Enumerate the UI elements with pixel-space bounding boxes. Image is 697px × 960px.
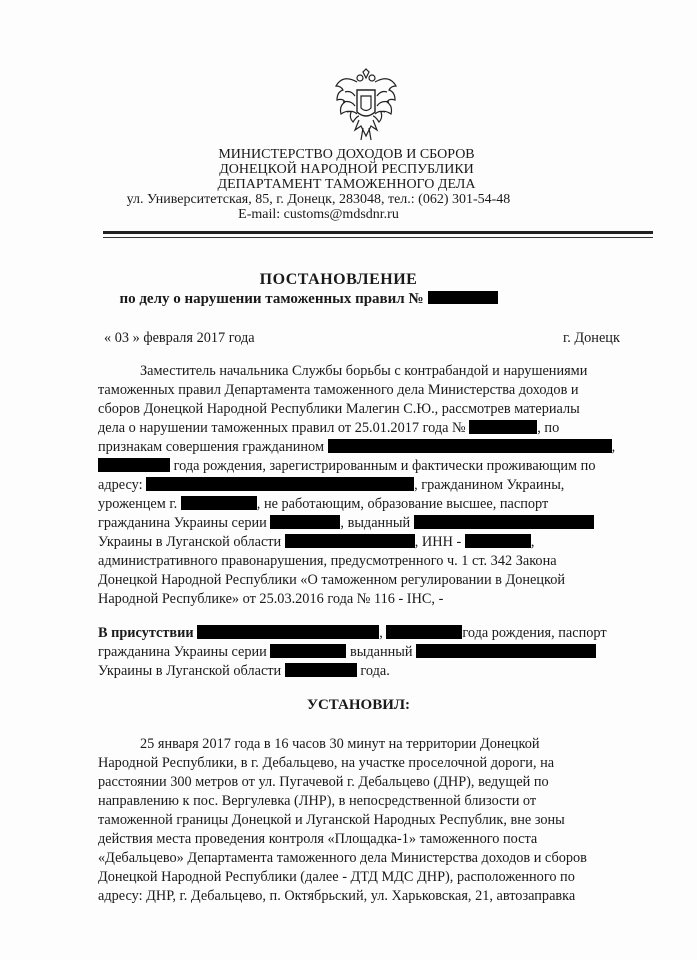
redaction-box <box>465 534 531 548</box>
ministry-name-line1: МИНИСТЕРСТВО ДОХОДОВ И СБОРОВ <box>218 147 475 162</box>
document-title: ПОСТАНОВЛЕНИЕ <box>259 271 418 288</box>
redaction-box <box>285 534 415 548</box>
document-date: « 03 » февраля 2017 года <box>104 330 255 346</box>
redaction-box <box>146 477 414 491</box>
p3-line6: действия места проведения контроля «Площадка-1» таможенного поста <box>98 831 538 847</box>
p1-line5: признакам совершения гражданином , <box>98 439 616 455</box>
redaction-box <box>428 291 498 304</box>
p1-line3: сборов Донецкой Народной Республики Малегин С.Ю., рассмотрев материалы <box>98 401 580 417</box>
p1-line6: года рождения, зарегистрированным и фактически проживающим по <box>98 458 595 475</box>
p3-line2: Народной Республики, в г. Дебальцево, на участке проселочной дороги, на <box>98 755 555 771</box>
p1-line11: административного правонарушения, предусмотренного ч. 1 ст. 342 Закона <box>98 553 557 569</box>
redaction-box <box>414 515 594 529</box>
redaction-box <box>416 644 596 658</box>
p2-line3: Украины в Луганской области года. <box>98 663 390 679</box>
ministry-name-line2: ДОНЕЦКОЙ НАРОДНОЙ РЕСПУБЛИКИ <box>219 162 474 177</box>
redaction-box <box>181 496 257 510</box>
section-heading-established: УСТАНОВИЛ: <box>306 697 411 713</box>
p1-line4: дела о нарушении таможенных правил от 25.01.2017 года № , по <box>98 420 560 436</box>
department-name: ДЕПАРТАМЕНТ ТАМОЖЕННОГО ДЕЛА <box>217 177 476 192</box>
p3-line1: 25 января 2017 года в 16 часов 30 минут на территории Донецкой <box>140 736 540 752</box>
redaction-box <box>270 515 340 529</box>
redaction-box <box>197 625 379 639</box>
p1-line13: Народной Республике» от 25.03.2016 года № 116 - IHC, - <box>98 591 444 607</box>
redaction-box <box>98 458 170 472</box>
dnr-eagle-emblem-icon <box>333 68 399 142</box>
header-email: E-mail: customs@mdsdnr.ru <box>238 207 399 222</box>
p1-line8: уроженцем г. , не работающим, образование высшее, паспорт <box>98 496 549 512</box>
p2-line2: гражданина Украины серии выданный <box>98 644 596 661</box>
document-city: г. Донецк <box>563 330 620 346</box>
p1-line2: таможенных правил Департамента таможенного дела Министерства доходов и <box>98 382 579 398</box>
header-divider-thin <box>103 237 653 238</box>
p3-line3: расстоянии 300 метров от ул. Пугачевой г. Дебальцево (ДНР), ведущей по <box>98 774 549 790</box>
redaction-box <box>469 420 537 434</box>
p3-line4: направлению к пос. Вергулевка (ЛНР), в непосредственной близости от <box>98 793 537 809</box>
p2-line1: В присутствии , года рождения, паспорт <box>98 625 607 641</box>
redaction-box <box>328 439 612 453</box>
p1-line7: адресу: , гражданином Украины, <box>98 477 565 493</box>
p1-line1: Заместитель начальника Службы борьбы с контрабандой и нарушениями <box>140 363 588 379</box>
p3-line9: адресу: ДНР, г. Дебальцево, п. Октябрьский, ул. Харьковская, 21, автозаправка <box>98 888 576 904</box>
document-subtitle: по делу о нарушении таможенных правил № <box>0 291 657 308</box>
p1-line10: Украины в Луганской области , ИНН - , <box>98 534 535 550</box>
header-divider-thick <box>103 231 653 234</box>
p1-line12: Донецкой Народной Республики «О таможенном регулировании в Донецкой <box>98 572 566 588</box>
redaction-box <box>386 625 462 639</box>
p3-line7: «Дебальцево» Департамента таможенного дела Министерства доходов и сборов <box>98 850 587 866</box>
p3-line5: таможенной границы Донецкой и Луганской Народных Республик, вне зоны <box>98 812 565 828</box>
p1-line9: гражданина Украины серии , выданный <box>98 515 594 532</box>
redaction-box <box>285 663 357 677</box>
header-address: ул. Университетская, 85, г. Донецк, 283048, тел.: (062) 301-54-48 <box>126 192 511 207</box>
redaction-box <box>270 644 346 658</box>
p3-line8: Донецкой Народной Республики (далее - ДТД МДС ДНР), расположенного по <box>98 869 575 885</box>
